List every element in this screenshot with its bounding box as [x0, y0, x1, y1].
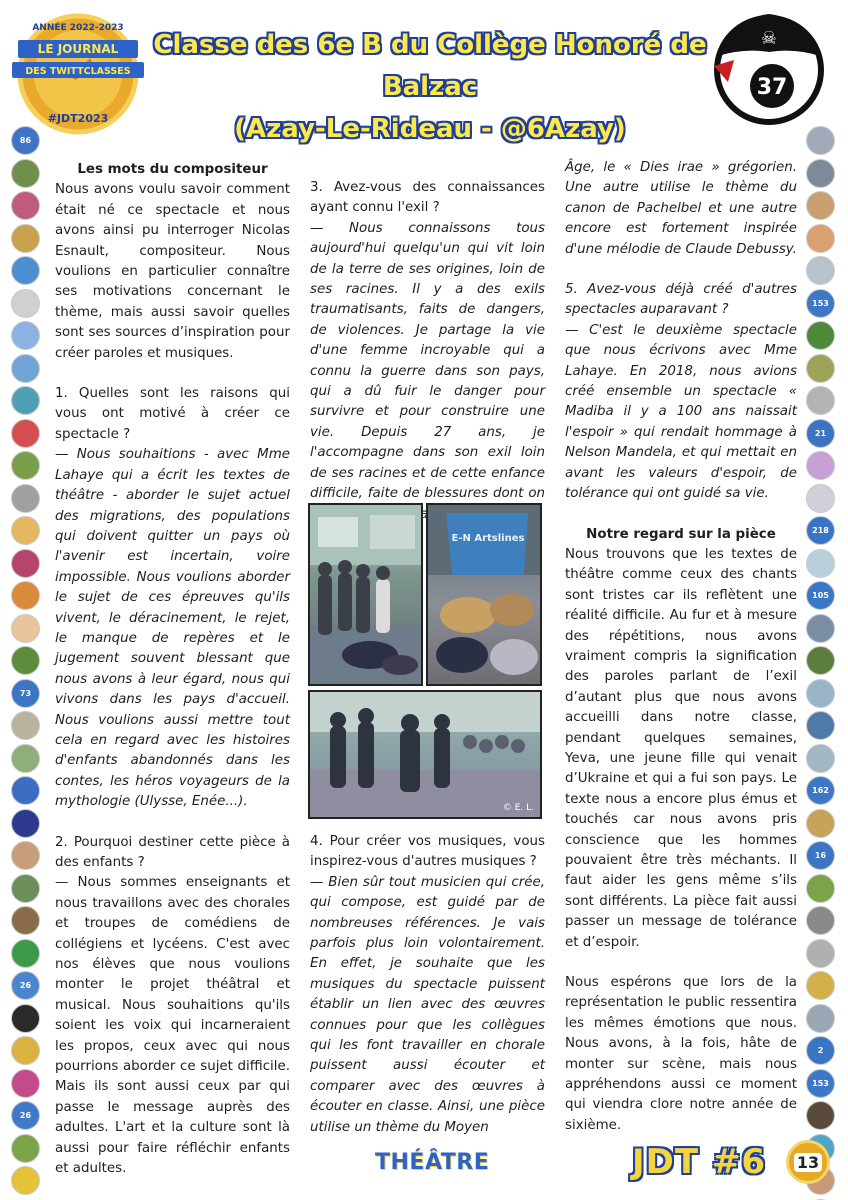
- column-2-top: [310, 178, 545, 525]
- class-avatar: [11, 1036, 40, 1065]
- class-avatar: [11, 874, 40, 903]
- class-avatar: 162: [806, 776, 835, 805]
- badge-line2: DES TWITTCLASSES: [25, 66, 131, 77]
- class-avatar: [11, 224, 40, 253]
- class-avatar: 2: [806, 1036, 835, 1065]
- class-avatar: [806, 906, 835, 935]
- class-avatar: [11, 1069, 40, 1098]
- class-avatar: [806, 321, 835, 350]
- class-avatar: 86: [11, 126, 40, 155]
- class-avatar: [11, 386, 40, 415]
- class-avatar: [806, 711, 835, 740]
- class-avatar: [11, 159, 40, 188]
- class-avatar: [11, 841, 40, 870]
- class-avatar: [806, 646, 835, 675]
- title-line-1: Classe des 6e B du Collège Honoré de Balzac: [153, 30, 707, 102]
- class-avatar: [11, 1134, 40, 1163]
- composer-intro: Nous avons voulu savoir comment était né ce spectacle et nous avons ainsi pu interroger Nicolas Esnault, compositeur. Nous voulions en particulier connaître ses motivations concernant le thème, mais aussi savoir quelles sont ses sources d’inspiration pour créer paroles et musiques.: [55, 182, 290, 361]
- class-avatar: [806, 809, 835, 838]
- class-avatar: [11, 484, 40, 513]
- class-avatar: [11, 191, 40, 220]
- column-2-bottom: [310, 832, 545, 1138]
- question-3: 3. Avez-vous des connaissances ayant connu l'exil ?: [310, 180, 545, 216]
- class-avatar: 218: [806, 516, 835, 545]
- class-avatar: [806, 484, 835, 513]
- class-avatar: [806, 679, 835, 708]
- photo-students-standing: [308, 503, 423, 686]
- question-4: 4. Pour créer vos musiques, vous inspirez-vous d'autres musiques ?: [310, 834, 545, 870]
- class-avatar: [806, 874, 835, 903]
- class-avatar: [806, 126, 835, 155]
- twittclass-avatars-left: [11, 126, 43, 1199]
- skull-icon: ☠: [760, 28, 778, 49]
- class-avatar: [806, 1101, 835, 1130]
- class-avatar: [11, 549, 40, 578]
- class-avatar: [806, 451, 835, 480]
- class-avatar: [11, 321, 40, 350]
- rehearsal-photo-collage: [308, 503, 542, 819]
- badge-year: ANNÉE 2022-2023: [32, 23, 124, 33]
- class-avatar: 153: [806, 289, 835, 318]
- class-avatar: 153: [806, 1069, 835, 1098]
- answer-4-continued: Âge, le « Dies irae » grégorien. Une autre utilise le thème du canon de Pachelbel et une autre encore est fortement inspirée d'une mélodie de Claude Debussy.: [565, 160, 797, 257]
- class-avatar: [11, 614, 40, 643]
- answer-3: — Nous connaissons tous aujourd'hui quelqu'un qui vit loin de la terre de ses origines, loin de ses racines. Il y a des exils traumatisants, faits de dangers, de violences. Je partage la vie d'une femme incroyable qui a connu la guerre dans son pays, qui a dû fuir le danger pour survivre et pour construire une vie. Depuis 27 ans, je l'accompagne dans son exil loin de ses racines et de cette enfance difficile, faite de blessures dont on: [310, 220, 545, 502]
- photo-banner-text: E-N Artslines: [451, 533, 525, 544]
- page-title: [130, 24, 730, 150]
- class-avatar: [806, 1004, 835, 1033]
- class-avatar: [806, 159, 835, 188]
- page-number: 13: [794, 1153, 822, 1172]
- our-view-paragraph-2: Nous espérons que lors de la représentation le public ressentira les mêmes émotions que nous. Nous avons, à la fois, hâte de monter sur scène, mais nous appréhendons aussi ce moment qui viendra clore notre année de sixième.: [565, 975, 797, 1133]
- issue-label: JDT #6: [632, 1142, 767, 1182]
- photo-credit: © E. L.: [502, 803, 534, 813]
- section-heading-composer: Les mots du compositeur: [77, 162, 268, 177]
- class-avatar: [806, 971, 835, 1000]
- our-view-paragraph-1: Nous trouvons que les textes de théâtre comme ceux des chants sont tristes car ils reflètent une réalité difficile. Au fur et à mesure des répétitions, nous avons vraiment compris la signification des paroles parlant de l’exil d’autant plus que nous avons accueilli dans notre classe, pendant quelques semaines, Yeva, une jeune fille qui venait d’Ukraine et qui a fui son pays. Le texte nous a encore plus émus et touchés car nous avons pris conscience que les hommes pouvaient être très méchants. Il faut aider les gens même s’ils sont différents. La pièce fait aussi passer un message de tolérance et d’espoir.: [565, 546, 797, 950]
- class-avatar: [11, 419, 40, 448]
- answer-1: — Nous souhaitions - avec Mme Lahaye qui a écrit les textes de théâtre - aborder le sujet actuel des migrations, des populations qui doivent quitter un pays où l'avenir est incertain, voire impossible. Nous voulions aborder le sujet de ces épreuves qu'ils vivent, le déracinement, le rejet, le manque de repères et le jugement souvent blessant que nous avons à leur égard, nous qui vivons dans les pays d'accueil. Nous voulions aussi mettre tout cela en regard avec les histoires d'enfants abandonnés dans les contes, les héros voyageurs de la mythologie (Ulysse, Enée...).: [55, 447, 290, 810]
- class-avatar: 21: [806, 419, 835, 448]
- class-avatar: [11, 256, 40, 285]
- class-avatar: [11, 516, 40, 545]
- class-avatar: 73: [11, 679, 40, 708]
- photo-bags-and-banner: [426, 503, 542, 686]
- photo-rehearsal-group: [308, 690, 542, 819]
- class-avatar: [806, 354, 835, 383]
- class-avatar: [11, 451, 40, 480]
- class-avatar: [11, 289, 40, 318]
- class-avatar: 105: [806, 581, 835, 610]
- class-avatar: [806, 224, 835, 253]
- question-5: 5. Avez-vous déjà créé d'autres spectacles auparavant ?: [565, 282, 797, 318]
- class-avatar: [806, 939, 835, 968]
- class-avatar: [11, 939, 40, 968]
- class-avatar: [806, 256, 835, 285]
- pirate-badge: [704, 8, 834, 126]
- class-avatar: 16: [806, 841, 835, 870]
- class-avatar: [11, 1166, 40, 1195]
- question-2: 2. Pourquoi destiner cette pièce à des enfants ?: [55, 834, 290, 870]
- journal-badge: [8, 6, 148, 136]
- answer-2: — Nous sommes enseignants et nous travaillons avec des chorales et troupes de comédiens de collégiens et lycéens. C'est avec nos élèves que nous voulions monter le projet théâtral et musical. Nous souhaitions qu'ils soient les voix qui incarneraient les propos, ceux avec qui nous pourrions aborder ce sujet difficile. Mais ils sont aussi ceux par qui passe le message auprès des adultes. L'art et la culture sont là aussi pour faire réfléchir enfants et adultes.: [55, 875, 290, 1177]
- section-label: THÉÂTRE: [375, 1150, 490, 1175]
- title-line-2: (Azay-Le-Rideau - @6Azay): [234, 114, 626, 144]
- badge-number: 37: [756, 75, 788, 100]
- class-avatar: [806, 744, 835, 773]
- class-avatar: [11, 646, 40, 675]
- answer-4: — Bien sûr tout musicien qui crée, qui compose, est guidé par de nombreuses références. Je vais parfois plus loin volontairement. En effet, je souhaite que les musiques du spectacle puissent établir un lien avec des œuvres connues pour que les collègues qui les font travailler en chorale puissent aussi écouter et comparer avec des œuvres à écouter en classe. Ainsi, une pièce utilise un thème du Moyen: [310, 874, 545, 1135]
- column-1: [55, 160, 290, 1180]
- class-avatar: 26: [11, 1101, 40, 1130]
- class-avatar: [11, 744, 40, 773]
- section-heading-our-view: Notre regard sur la pièce: [586, 526, 776, 542]
- twittclass-avatars-right: [806, 126, 838, 1200]
- class-avatar: [11, 711, 40, 740]
- page-number-badge: [786, 1140, 830, 1184]
- badge-line1: LE JOURNAL: [37, 42, 119, 56]
- class-avatar: [806, 614, 835, 643]
- badge-hashtag: #JDT2023: [47, 112, 109, 125]
- class-avatar: [11, 776, 40, 805]
- class-avatar: [11, 354, 40, 383]
- class-avatar: [11, 1004, 40, 1033]
- column-3: [565, 158, 797, 1136]
- class-avatar: [806, 386, 835, 415]
- class-avatar: [11, 906, 40, 935]
- class-avatar: [806, 549, 835, 578]
- class-avatar: [11, 581, 40, 610]
- question-1: 1. Quelles sont les raisons qui vous ont motivé à créer ce spectacle ?: [55, 386, 290, 442]
- class-avatar: 26: [11, 971, 40, 1000]
- class-avatar: [806, 191, 835, 220]
- answer-5: — C'est le deuxième spectacle que nous écrivons avec Mme Lahaye. En 2018, nous avions créé ensemble un spectacle « Madiba il y a 100 ans naissait l'espoir » qui rendait hommage à Nelson Mandela, et qui mettait en avant les valeurs d'espoir, de tolérance qui ont guidé sa vie.: [565, 322, 797, 502]
- class-avatar: [11, 809, 40, 838]
